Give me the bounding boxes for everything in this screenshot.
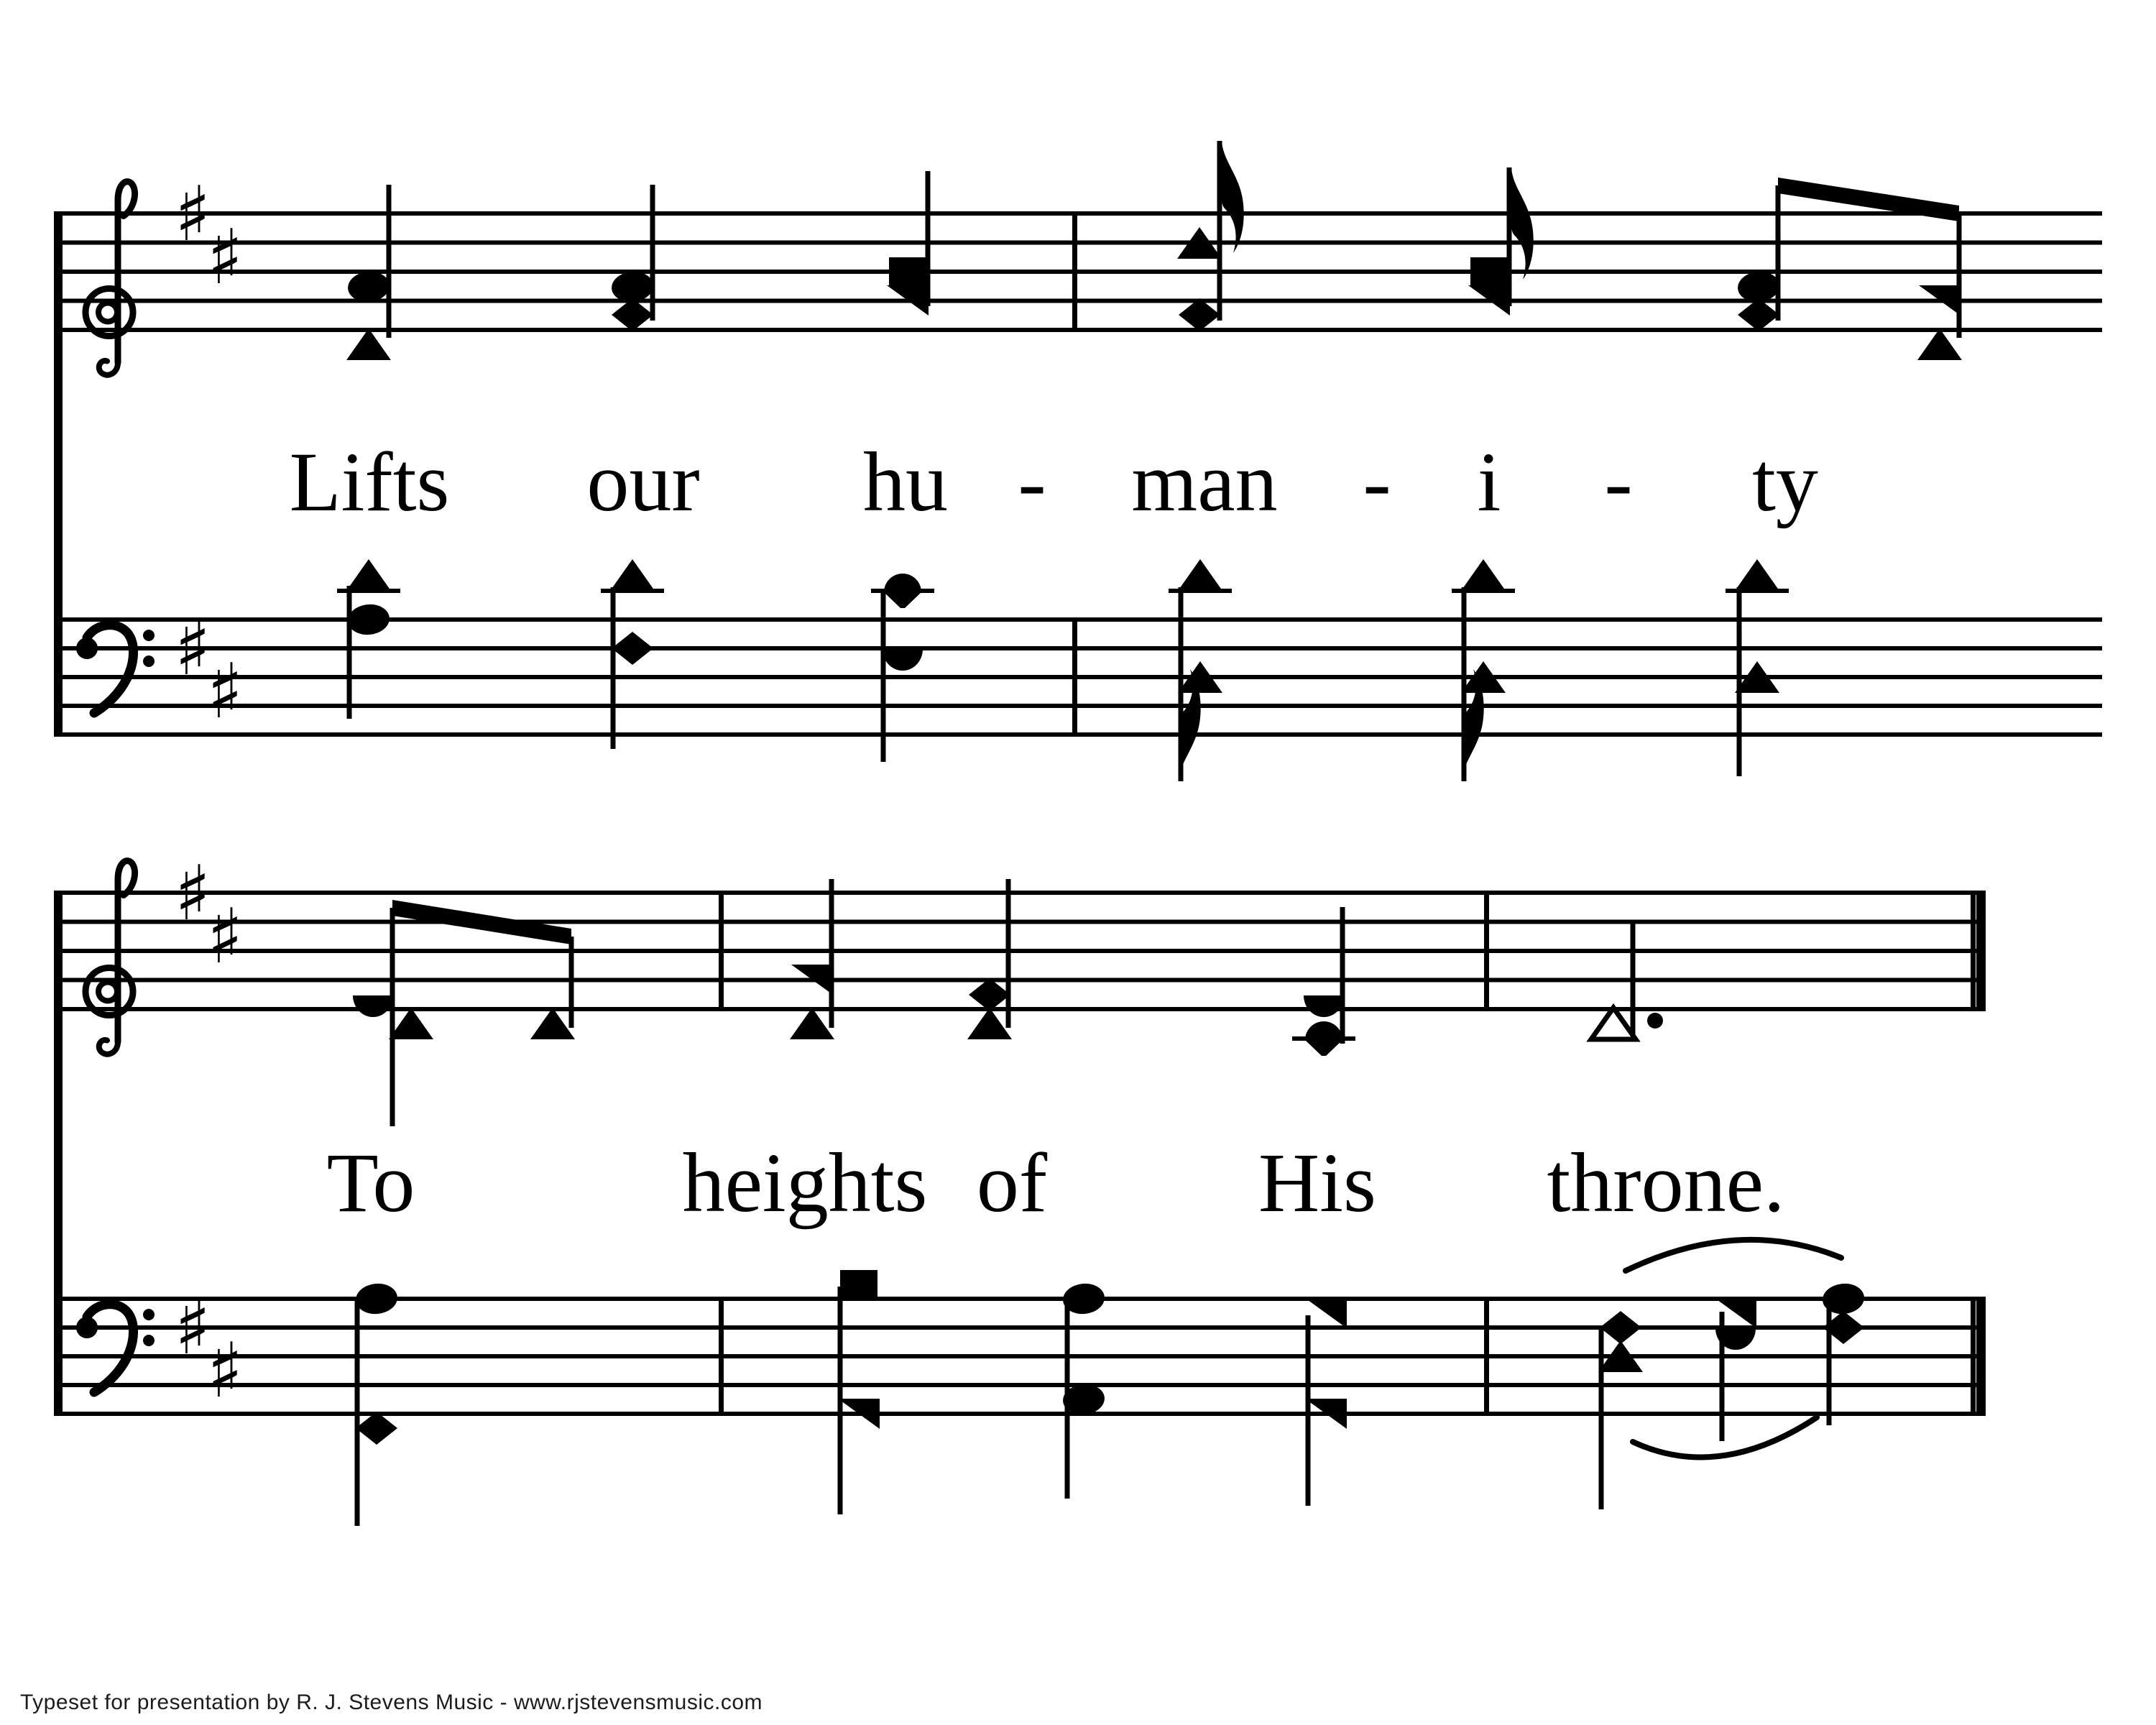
- notehead-mi-diamond: [612, 298, 653, 331]
- notehead-mi-diamond: [1738, 298, 1779, 331]
- notehead-do-triangle: [1735, 559, 1779, 591]
- staff-line: [54, 891, 1985, 895]
- staff-line: [54, 211, 2102, 216]
- barline: [719, 891, 724, 1011]
- note-stem: [1599, 1330, 1604, 1509]
- system-connector-barline: [54, 893, 63, 1414]
- system-connector-barline: [54, 213, 63, 735]
- staff-line: [54, 675, 2102, 679]
- barline: [1072, 211, 1077, 332]
- barline: [1976, 891, 1986, 1011]
- note-stem: [881, 589, 886, 762]
- lyric-syllable: of: [976, 1136, 1048, 1230]
- note-stem: [1217, 141, 1222, 321]
- barline: [1484, 1297, 1489, 1416]
- barline: [719, 1297, 724, 1416]
- note-stem: [1006, 879, 1011, 1028]
- staff-line: [54, 646, 2102, 650]
- lyric-syllable: -: [1018, 435, 1046, 529]
- staff-line: [54, 704, 2102, 708]
- notehead-re-halfmoon: [353, 995, 393, 1017]
- barline: [1976, 1297, 1986, 1416]
- bass-clef-icon: [87, 625, 134, 713]
- notehead-la-square: [889, 257, 926, 286]
- staff-line: [54, 732, 2102, 737]
- slur-tie: [1626, 1240, 1841, 1271]
- notehead-re-halfmoon: [1304, 995, 1344, 1017]
- note-stem: [611, 587, 616, 749]
- notehead-do-triangle: [389, 1008, 433, 1039]
- notehead-do-triangle: [610, 559, 655, 591]
- treble-clef-icon: [98, 303, 117, 322]
- note-stem: [1957, 213, 1962, 338]
- notehead-so-oval: [346, 602, 391, 637]
- key-signature-sharp: ♯: [206, 213, 244, 301]
- key-signature-sharp: ♯: [206, 893, 244, 980]
- staff-line: [54, 1297, 1985, 1301]
- key-signature-sharp: ♯: [174, 170, 211, 258]
- eighth-flag: [1222, 141, 1244, 253]
- barline: [1971, 1297, 1976, 1416]
- bass-clef-icon: [87, 1305, 134, 1392]
- note-stem: [1737, 587, 1742, 776]
- augmentation-dot: [1647, 1013, 1663, 1029]
- staff-line: [54, 1354, 1985, 1358]
- lyric-syllable: throne.: [1547, 1136, 1785, 1230]
- note-stem: [1776, 185, 1781, 321]
- notehead-mi-diamond: [1179, 298, 1220, 331]
- key-signature-sharp: ♯: [174, 1284, 211, 1371]
- bass-clef-icon: [143, 630, 155, 641]
- notehead-do-triangle: [1917, 328, 1962, 360]
- note-stem: [650, 185, 655, 321]
- key-signature-sharp: ♯: [206, 648, 244, 735]
- lyric-syllable: i: [1477, 435, 1501, 529]
- lyric-syllable: To: [326, 1136, 415, 1230]
- barline: [1971, 891, 1976, 1011]
- staff-line: [54, 328, 2102, 332]
- note-stem: [1340, 907, 1345, 1044]
- notehead-re-halfmoon: [883, 649, 923, 671]
- slur-tie: [1633, 1417, 1817, 1457]
- bass-clef-icon: [143, 1335, 155, 1346]
- note-stem: [347, 586, 352, 719]
- notehead-do-triangle: [346, 328, 391, 360]
- lyric-syllable: His: [1258, 1136, 1376, 1230]
- staff-line: [54, 1007, 1985, 1011]
- lyric-syllable: our: [586, 435, 700, 529]
- key-signature-sharp: ♯: [174, 604, 211, 692]
- notehead-do-triangle: [967, 1008, 1012, 1039]
- lyric-syllable: -: [1363, 435, 1391, 529]
- treble-clef-icon: [99, 361, 118, 375]
- notehead-do-triangle: [1461, 559, 1506, 591]
- notehead-do-triangle-open: [1591, 1008, 1636, 1039]
- notehead-la-square: [840, 1270, 877, 1299]
- note-stem: [1827, 1301, 1832, 1425]
- staff-line: [54, 949, 1985, 953]
- notehead-fa-triangle: [1305, 1298, 1347, 1328]
- lyric-syllable: ty: [1752, 435, 1818, 529]
- key-signature-sharp: ♯: [206, 1327, 244, 1414]
- notehead-so-oval: [354, 1282, 399, 1316]
- lyric-syllable: heights: [682, 1136, 928, 1230]
- notehead-ti-cone: [884, 574, 921, 608]
- notehead-do-triangle: [1178, 559, 1222, 591]
- notehead-do-triangle: [790, 1008, 834, 1039]
- bass-clef-icon: [143, 1309, 155, 1320]
- staff-line: [54, 920, 1985, 924]
- key-signature-sharp: ♯: [174, 850, 211, 937]
- typeset-credit-footer: Typeset for presentation by R. J. Stevens Music - www.rjstevensmusic.com: [20, 1690, 763, 1714]
- treble-clef-icon: [98, 983, 117, 1001]
- eighth-flag: [1511, 167, 1534, 280]
- staff-line: [54, 1412, 1985, 1416]
- notehead-mi-diamond: [612, 632, 653, 665]
- staff-line: [54, 241, 2102, 245]
- lyric-syllable: hu: [863, 435, 948, 529]
- notehead-do-triangle: [530, 1008, 575, 1039]
- staff-line: [54, 978, 1985, 983]
- note-stem: [355, 1301, 360, 1526]
- notehead-do-triangle: [346, 559, 391, 591]
- treble-clef-icon: [99, 1040, 118, 1054]
- note-stem: [1631, 924, 1636, 1035]
- staff-line: [54, 1383, 1985, 1387]
- note-stem: [1306, 1315, 1311, 1506]
- barline: [1484, 891, 1489, 1011]
- lyric-syllable: man: [1131, 435, 1278, 529]
- staff-line: [54, 1325, 1985, 1330]
- lyric-syllable: -: [1604, 435, 1633, 529]
- barline: [1072, 617, 1077, 737]
- notehead-mi-diamond: [1600, 1311, 1641, 1344]
- notehead-la-square: [1470, 257, 1508, 286]
- notehead-mi-diamond: [969, 978, 1010, 1011]
- notehead-mi-diamond: [356, 1412, 397, 1445]
- note-stem: [390, 908, 395, 1126]
- bass-clef-icon: [143, 656, 155, 667]
- note-stem: [387, 185, 392, 338]
- note-stem: [829, 879, 834, 1028]
- notehead-ti-cone: [1305, 1021, 1342, 1056]
- lyric-syllable: Lifts: [289, 435, 450, 529]
- note-stem: [569, 937, 574, 1028]
